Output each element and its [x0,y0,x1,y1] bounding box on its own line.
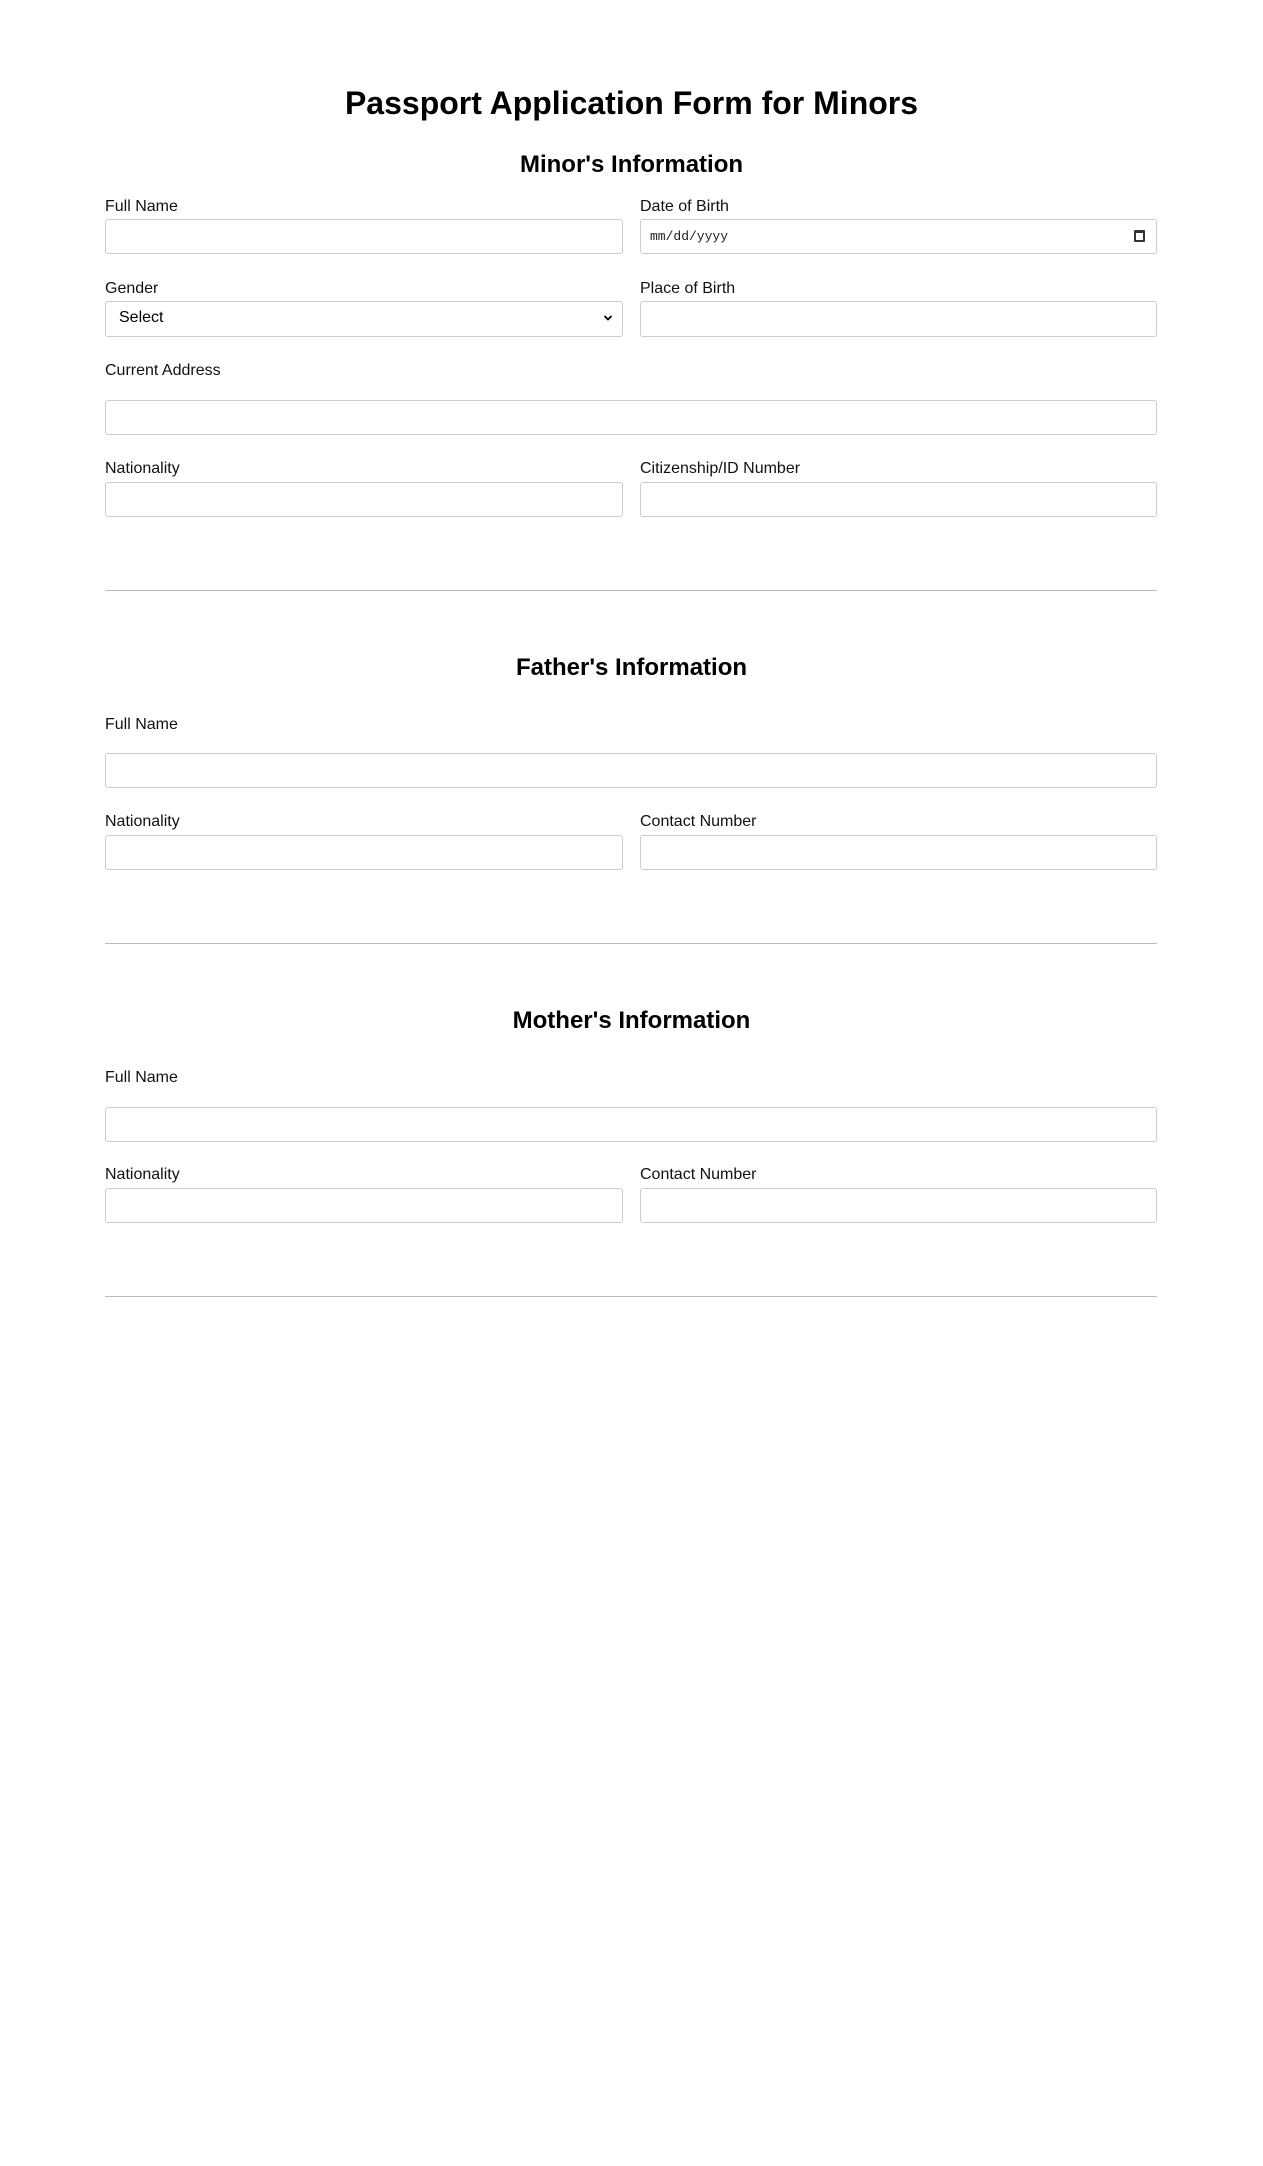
minor-full-name-label: Full Name [105,198,178,215]
section-divider [105,590,1157,591]
mother-full-name-label: Full Name [105,1069,178,1086]
father-contact-number-label: Contact Number [640,813,757,830]
minor-section-title: Minor's Information [519,151,744,178]
minor-gender-label: Gender [105,280,159,297]
father-full-name-input[interactable] [105,753,1157,788]
minor-nationality-label: Nationality [105,460,180,477]
mother-contact-number-label: Contact Number [640,1166,757,1183]
minor-dob-input[interactable] [640,219,1157,254]
minor-citizenship-id-label: Citizenship/ID Number [640,460,801,477]
minor-nationality-input[interactable] [105,482,623,517]
minor-current-address-label: Current Address [105,362,221,379]
father-contact-number-input[interactable] [640,835,1157,870]
mother-section-title: Mother's Information [512,1007,751,1034]
section-divider [105,1296,1157,1297]
mother-full-name-input[interactable] [105,1107,1157,1142]
mother-nationality-label: Nationality [105,1166,180,1183]
minor-place-of-birth-input[interactable] [640,301,1157,337]
minor-gender-select[interactable] [105,301,623,337]
minor-place-of-birth-label: Place of Birth [640,280,736,297]
father-nationality-input[interactable] [105,835,623,870]
gender-selected-value: Select [119,309,164,326]
minor-current-address-input[interactable] [105,400,1157,435]
minor-dob-label: Date of Birth [640,198,729,215]
minor-full-name-input[interactable] [105,219,623,254]
minor-citizenship-id-input[interactable] [640,482,1157,517]
father-full-name-label: Full Name [105,716,178,733]
section-divider [105,943,1157,944]
mother-contact-number-input[interactable] [640,1188,1157,1223]
page-title: Passport Application Form for Minors [344,85,919,121]
chevron-down-icon [603,313,613,323]
father-section-title: Father's Information [515,654,748,681]
dob-placeholder: mm/dd/yyyy [650,229,729,244]
mother-nationality-input[interactable] [105,1188,623,1223]
calendar-icon[interactable] [1134,230,1145,242]
father-nationality-label: Nationality [105,813,180,830]
